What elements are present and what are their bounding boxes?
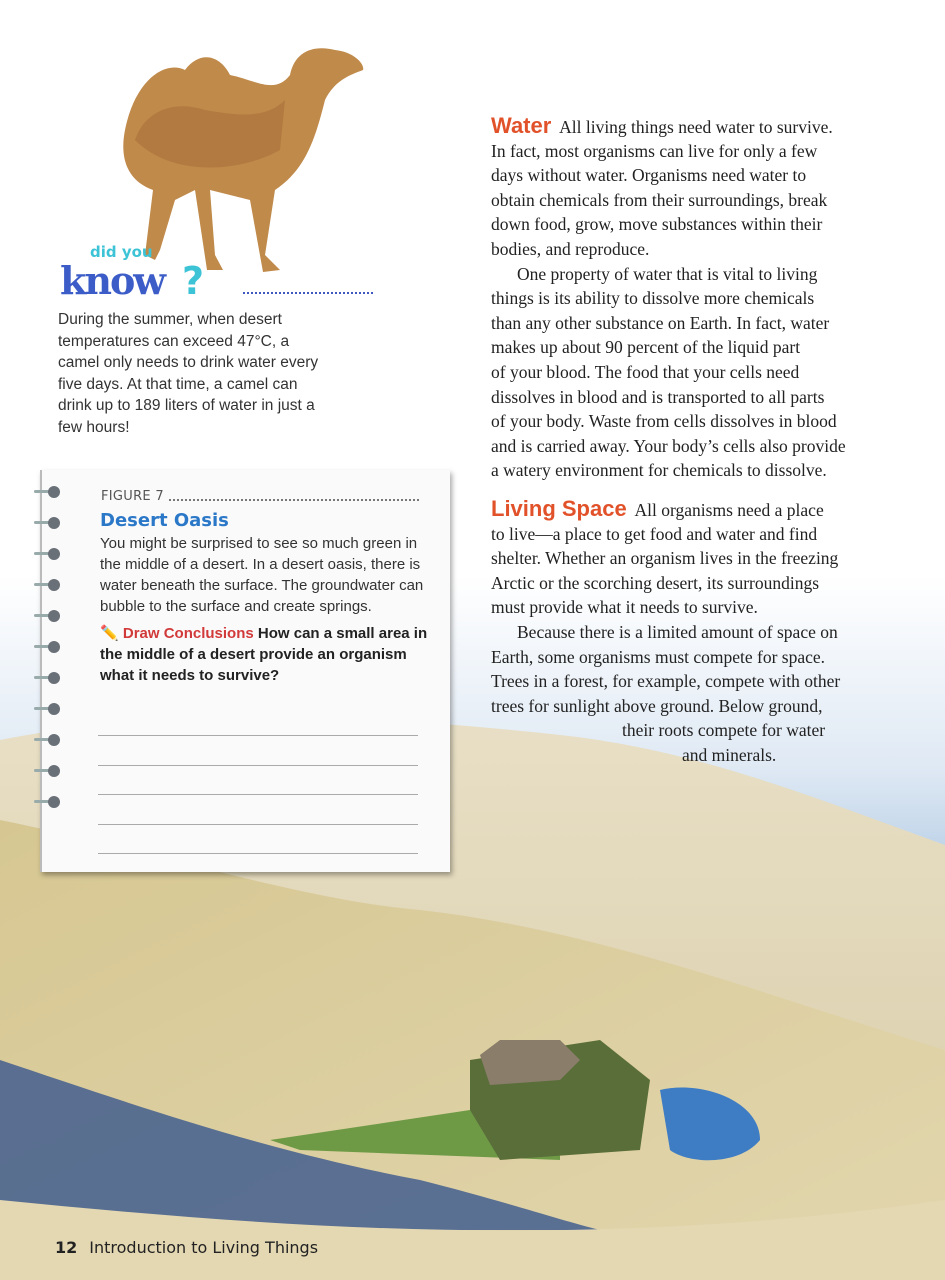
figure-title: Desert Oasis: [100, 510, 229, 531]
living-space-heading: Living Space: [491, 496, 627, 521]
text-line: Because there is a limited amount of space on: [517, 621, 838, 642]
text-line: of your blood. The food that your cells need: [491, 361, 800, 382]
text-line: to live—a place to get food and water and find: [491, 523, 818, 544]
answer-line[interactable]: [98, 765, 418, 766]
spiral-ring: [34, 579, 60, 591]
camel-fact: During the summer, when desert temperatures can exceed 47°C, a camel only needs to drink water every five days. At that time, a camel can drink up to 189 liters of water in just a few hours!: [58, 311, 319, 436]
text-line: obtain chemicals from their surroundings, break: [491, 189, 828, 210]
text-line: Arctic or the scorching desert, its surroundings: [491, 572, 820, 593]
text-line: and minerals.: [682, 744, 777, 765]
text-line: All organisms need a place: [634, 500, 824, 520]
spiral-ring: [34, 517, 60, 529]
answer-line[interactable]: [98, 794, 418, 795]
spiral-ring: [34, 703, 60, 715]
dotted-rule: [243, 292, 373, 294]
figure-notebook-card: [40, 470, 450, 872]
figure-label: FIGURE 7: [101, 489, 164, 504]
page-footer: [55, 1238, 318, 1258]
question-mark: ?: [182, 259, 205, 303]
dotted-rule: [169, 499, 419, 501]
spiral-ring: [34, 486, 60, 498]
answer-line[interactable]: [98, 735, 418, 736]
text-line: down food, grow, move substances within their: [491, 214, 823, 235]
text-line: shelter. Whether an organism lives in the freezing: [491, 548, 839, 569]
spiral-ring: [34, 548, 60, 560]
text-line: must provide what it needs to survive.: [491, 597, 758, 618]
chapter-title: Introduction to Living Things: [89, 1238, 319, 1257]
water-heading: Water: [491, 113, 552, 138]
text-line: than any other substance on Earth. In fact, water: [491, 312, 830, 333]
text-line: dissolves in blood and is transported to all parts: [491, 386, 825, 407]
spiral-ring: [34, 796, 60, 808]
text-line: In fact, most organisms can live for only a few: [491, 140, 818, 161]
page-number: 12: [55, 1238, 78, 1257]
text-line: their roots compete for water: [622, 720, 826, 741]
text-line: bodies, and reproduce.: [491, 238, 650, 259]
spiral-ring: [34, 610, 60, 622]
text-line: of your body. Waste from cells dissolves in blood: [491, 411, 837, 432]
living-space-section: [491, 497, 931, 768]
draw-conclusions-label: Draw Conclusions: [122, 625, 254, 642]
spiral-ring: [34, 765, 60, 777]
spiral-ring: [34, 734, 60, 746]
text-line: trees for sunlight above ground. Below ground,: [491, 695, 823, 716]
answer-line[interactable]: [98, 824, 418, 825]
know-text: know: [60, 258, 165, 303]
water-section: [491, 114, 931, 483]
text-line: All living things need water to survive.: [559, 117, 833, 137]
did-you-text: did you: [90, 243, 153, 261]
spiral-ring: [34, 641, 60, 653]
text-line: One property of water that is vital to living: [517, 263, 818, 284]
text-line: a watery environment for chemicals to dissolve.: [491, 460, 827, 481]
did-you-know-badge: [60, 244, 320, 304]
draw-conclusions-prompt: [100, 623, 430, 686]
text-line: Earth, some organisms must compete for space.: [491, 646, 826, 667]
figure-caption: You might be surprised to see so much green in the middle of a desert. In a desert oasis, there is water beneath the surface. The groundwater can bubble to the surface and create springs.: [100, 535, 424, 615]
text-line: things is its ability to dissolve more chemicals: [491, 288, 815, 309]
text-line: days without water. Organisms need water to: [491, 165, 807, 186]
text-line: makes up about 90 percent of the liquid part: [491, 337, 801, 358]
prompt-question: How can a small area in the middle of a desert provide an organism what it needs to survive?: [100, 625, 428, 684]
spiral-ring: [34, 672, 60, 684]
answer-line[interactable]: [98, 853, 418, 854]
pencil-icon: ✏️: [100, 625, 119, 642]
text-line: and is carried away. Your body’s cells also provide: [491, 435, 846, 456]
text-line: Trees in a forest, for example, compete with other: [491, 671, 841, 692]
